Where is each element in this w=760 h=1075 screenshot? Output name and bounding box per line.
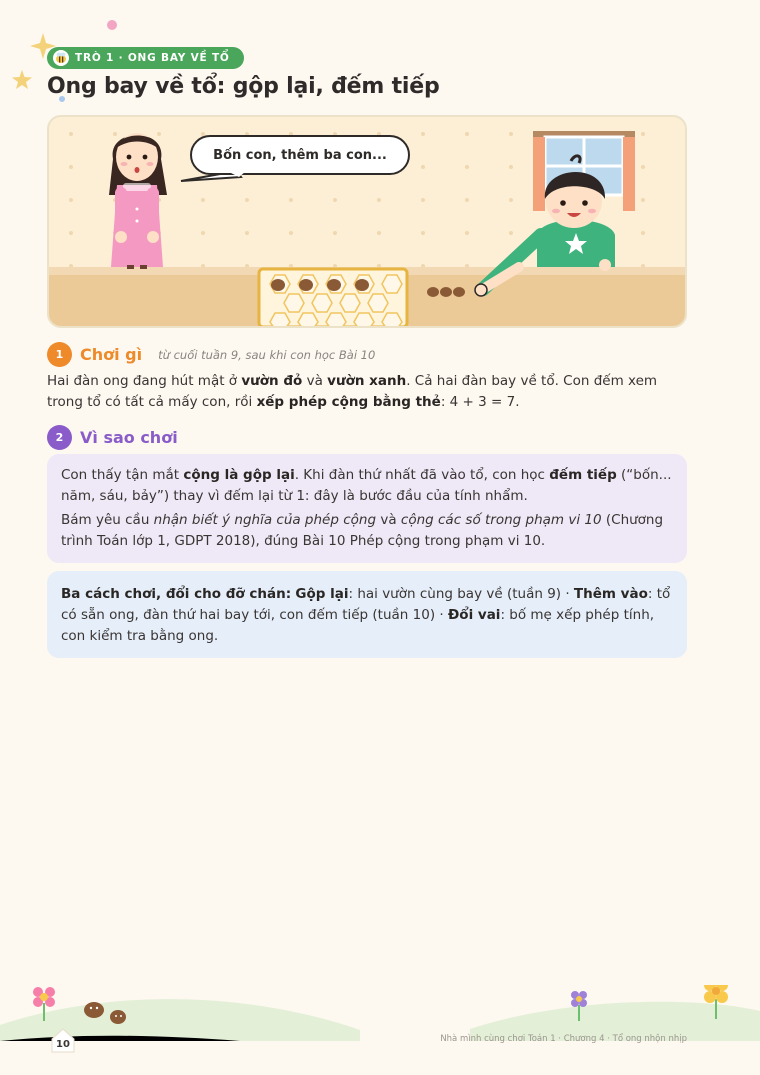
section-number: 2 xyxy=(47,425,72,450)
section-chơi-gì xyxy=(47,342,375,367)
bold-text: vườn xanh xyxy=(327,373,407,389)
activity-tag-label: TRÒ 1 · ONG BAY VỀ TỔ xyxy=(75,52,230,64)
text-run: Con thấy tận mắt xyxy=(61,467,184,483)
bold-text: cộng là gộp lại xyxy=(183,467,295,483)
tips-box xyxy=(47,571,687,658)
section1-body xyxy=(47,371,687,413)
grass-hills-decoration xyxy=(0,985,760,1075)
bold-text: Ba cách chơi, đổi cho đỡ chán: xyxy=(61,586,292,602)
text-run: . Cả hai đàn bay về tổ. Con đếm xem trong tổ có tất cả mấy con, rồi xyxy=(47,373,658,410)
section-title: Vì sao chơi xyxy=(80,428,178,447)
text-run: và xyxy=(376,512,401,528)
text-run: : bố mẹ xếp phép tính, con kiểm tra bằng ong. xyxy=(61,607,655,644)
tips-paragraph xyxy=(61,584,673,647)
section-number: 1 xyxy=(47,342,72,367)
illustration-scene xyxy=(47,115,687,328)
text-run: : 4 + 3 = 7. xyxy=(440,394,520,410)
bold-text: Đổi vai xyxy=(447,607,501,623)
section-note: từ cuối tuần 9, sau khi con học Bài 10 xyxy=(158,347,376,362)
bee-counters xyxy=(427,287,465,297)
text-run: (Chương trình Toán lớp 1, GDPT 2018), đúng Bài 10 Phép cộng trong phạm vi 10. xyxy=(61,512,664,549)
text-run: Hai đàn ong đang hút mật ở xyxy=(47,373,242,389)
text-run: : hai vườn cùng bay về (tuần 9) · xyxy=(348,586,574,602)
activity-tag xyxy=(47,47,244,69)
footer-text: Nhà mình cùng chơi Toán 1 · Chương 4 · Tổ ong nhộn nhịp xyxy=(440,1034,687,1044)
bold-text: vườn đỏ xyxy=(241,373,303,389)
text-run: . Khi đàn thứ nhất đã vào tổ, con học xyxy=(294,467,550,483)
reason-paragraph-1 xyxy=(61,465,673,507)
honeycomb-hive xyxy=(259,269,407,328)
bold-text: Gộp lại xyxy=(295,586,349,602)
bold-text: Thêm vào xyxy=(573,586,648,602)
mother-character xyxy=(109,133,167,269)
italic-text: cộng các số trong phạm vi 10 xyxy=(400,512,602,528)
page-title: Ong bay về tổ: gộp lại, đếm tiếp xyxy=(47,74,440,99)
text-run: : tổ có sẵn ong, đàn thứ hai bay tới, con đếm tiếp (tuần 10) · xyxy=(61,586,671,623)
bee-icon xyxy=(53,50,69,66)
bold-text: đếm tiếp xyxy=(549,467,617,483)
italic-text: nhận biết ý nghĩa của phép cộng xyxy=(153,512,377,528)
section-title: Chơi gì xyxy=(80,345,143,364)
reason-box xyxy=(47,454,687,563)
section-vì-sao-chơi xyxy=(47,425,178,450)
speech-text: Bốn con, thêm ba con... xyxy=(213,147,387,163)
text-run: Bám yêu cầu xyxy=(61,512,154,528)
text-run: (“bốn... năm, sáu, bảy”) thay vì đếm lại từ 1: đây là bước đầu của tính nhẩm. xyxy=(61,467,672,504)
page-number: 10 xyxy=(56,1039,70,1050)
reason-paragraph-2 xyxy=(61,510,673,552)
bold-text: xếp phép cộng bằng thẻ xyxy=(256,394,441,410)
text-run: và xyxy=(302,373,328,389)
